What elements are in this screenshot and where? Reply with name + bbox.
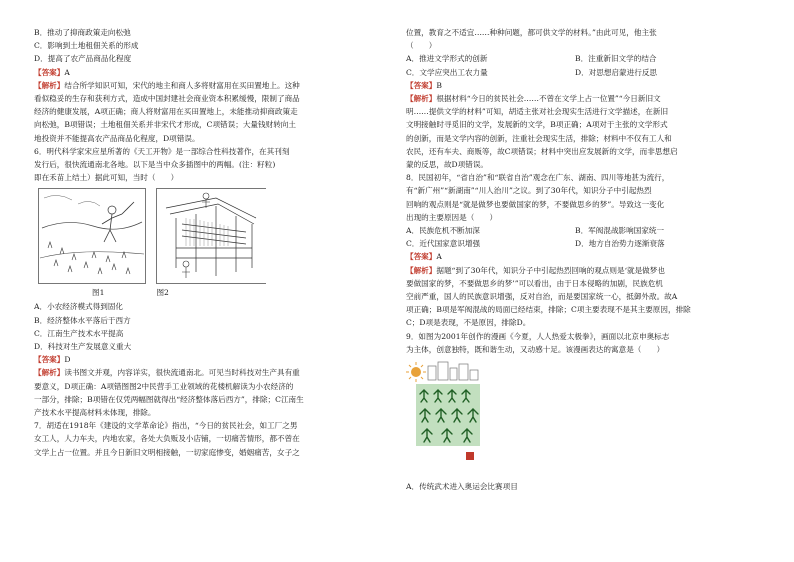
option-c-q6: C．江南生产技术水平提高 [34,328,124,338]
explanation-q6-line: 一部分，排除；B项错在仅凭两幅图就得出“经济整体落后西方”，排除；C江南生 [34,394,304,404]
option-d-q5: D．提高了农产品商品化程度 [34,54,132,64]
question-8-line: 8．民国初年，“省自治”和“联省自治”观念在广东、湖南、四川等地甚为流行， [406,173,670,183]
explanation-q8-line: C；D项是表现，不是原因，排除D。 [406,318,531,328]
answer-q7 [406,79,744,92]
question-7-line: 7．胡适在1918年《建设的文学革命论》指出，“今日的贫民社会，如工厂之男 [34,421,298,431]
option-a-q6: A．小农经济模式得到固化 [34,302,124,312]
option-d-q6: D．科技对生产发展意义重大 [34,342,132,352]
figure-2-loom-illustration [154,188,266,284]
question-9-line: 9．如图为2001年创作的漫画《今夏，人人热爱太极拳》，画面以北京申奥标志 [406,331,670,341]
answer-value: A [436,252,442,262]
question-6-line: 6．明代科学家宋应星所著的《天工开物》是一部综合性科技著作，在其刊刻 [34,146,290,156]
option-b-q5: B．推动了抑商政策走向松弛 [34,28,131,37]
answer-value: B [436,80,442,90]
option-a-q9: A．传统武术进入奥运会比赛项目 [406,482,518,492]
option-b-q8: B．军阀混战影响国家统一 [575,226,665,236]
option-c-q8: C．近代国家意识增强 [406,239,481,249]
option-d-q7: D．对思想启蒙进行反思 [575,67,658,77]
explanation-q8-line: 要做国家的梦，不要做思乡的梦’”可以看出，由于日本侵略的加剧，民族危机 [406,278,663,288]
explanation-q5-line: 【解析】结合所学知识可知，宋代的地主和商人多将财富用在买田置地上。这种 [34,80,300,90]
options-row-q7 [406,52,744,65]
answer-q6 [34,353,372,366]
explanation-q8-line: 【解析】据题“到了30年代，知识分子中引起热烈回响的观点则是‘就是做梦也 [406,265,665,275]
explanation-q7-line: 蒙的反思，故D项错误。 [406,160,489,170]
explanation-q5-line: 向松弛，B项错误；土地租佃关系并非宋代才形成，C项错误；大量钱财转向土 [34,120,296,130]
options-row-q7 [406,66,744,79]
option-a-q7: A．推进文学形式的创新 [406,54,488,64]
explanation-q6-line: 【解析】读书图文并观，内容详实，很快流通南北。可见当时科技对生产具有重 [34,368,300,378]
question-8-line: 出现的主要原因是（ ） [406,212,498,222]
options-row-q8 [406,237,744,250]
question-9-line: 为主体，创意独特，既和谐生动，又动感十足。该漫画表达的寓意是（ ） [406,344,665,354]
question-6-line: 即在禾苗上结土）据此可知，当时（ ） [34,173,179,183]
explanation-tag: 【解析】 [406,94,437,104]
explanation-q7-line: 明……提供文学的材料”可知，胡适主张对社会现实生活进行文学描述，在新旧 [406,107,669,117]
explanation-q8-line: 空前严重，国人的民族意识增强，反对自治，而是要国家统一心，抵御外敌。故A [406,292,678,302]
figure-1-caption: 图1 [92,288,105,298]
answer-q5 [34,66,372,79]
option-b-q7: B．注重新旧文学的结合 [575,54,657,64]
taiji-cartoon-illustration [406,360,486,470]
explanation-q6-line: 要意义，D项正确：A项错图图2中民营手工业领域的花楼机解读为小农经济的 [34,381,294,391]
explanation-tag: 【解析】 [34,80,65,90]
explanation-tag: 【解析】 [34,368,65,378]
explanation-q7-line: 的创新，而是文学内容的创新，注重社会现实生活，排除；材料中不仅有工人和 [406,133,672,143]
figure-captions [34,286,372,300]
answer-value: A [64,67,70,77]
question-7-line: 女工人，人力车夫，内地农家，各处大负贩及小店铺，一切痛苦情形，都不曾在 [34,434,300,444]
explanation-q7-line: 【解析】根据材料“今日的贫民社会……不曾在文学上占一位置”“今日新旧文 [406,94,661,104]
explanation-q7-line: 农民，还有车夫、商贩等，故C项错误；材料中突出应发展新的文学，而非思想启 [406,146,678,156]
question-7-line: 文学上占一位置。并且今日新旧文明相接触，一切家庭惨变，婚姻痛苦，女子之 [34,447,300,457]
figures-q6 [38,188,372,284]
figure-2-caption: 图2 [156,288,169,298]
answer-tag: 【答案】 [34,355,65,365]
question-7-line: 位置，教育之不适宜……种种问题，都可供文学的材料。”由此可见，他主张 [406,28,657,37]
question-8-line: 有“新广州”“新湖南”“川人治川”之议。到了30年代，知识分子中引起热烈 [406,186,652,196]
figure-1-farming-illustration [38,188,146,284]
right-column [406,26,744,493]
answer-tag: 【答案】 [406,80,437,90]
explanation-q8-line: 项正确；B项是军阀混战的局面已经结束，排除；C项主要表现不是其主要原因，排除 [406,305,691,315]
answer-q8 [406,250,744,263]
question-8-line: 回响的观点则是“就是做梦也要做国家的梦，不要做思乡的梦”。导致这一变化 [406,199,665,209]
option-c-q5: C．影响到土地租佃关系的形成 [34,41,139,51]
option-a-q8: A．民族危机不断加深 [406,226,480,236]
question-6-line: 发行后，很快流通南北各地。以下是当中众多插图中的两幅。(注：籽粒) [34,160,276,170]
question-7-line: （ ） [406,41,437,51]
explanation-tag: 【解析】 [406,265,437,275]
answer-tag: 【答案】 [34,67,65,77]
explanation-q5-line: 看似稳妥的生存和获利方式，造成中国封建社会商业资本积累缓慢，限制了商品 [34,94,300,104]
answer-tag: 【答案】 [406,252,437,262]
option-c-q7: C．文学应突出工农力量 [406,67,488,77]
explanation-q5-line: 地投资并不能提高农产品商品化程度，D项错误。 [34,133,200,143]
explanation-q5-line: 经济的健康发展，A项正确；商人将财富用在买田置地上，未能推动抑商政策走 [34,107,298,117]
answer-value: D [64,355,71,365]
option-d-q8: D．地方自治势力逐渐衰落 [575,239,665,249]
option-b-q6: B．经济整体水平落后于西方 [34,315,131,325]
explanation-q6-line: 产技术水平提高材料未体现，排除。 [34,408,156,418]
options-row-q8 [406,224,744,237]
explanation-q7-line: 文明接触时寻觅旧的文学，发展新的文学，B项正确；A项对于主张的文学形式 [406,120,668,130]
left-column [34,26,372,459]
